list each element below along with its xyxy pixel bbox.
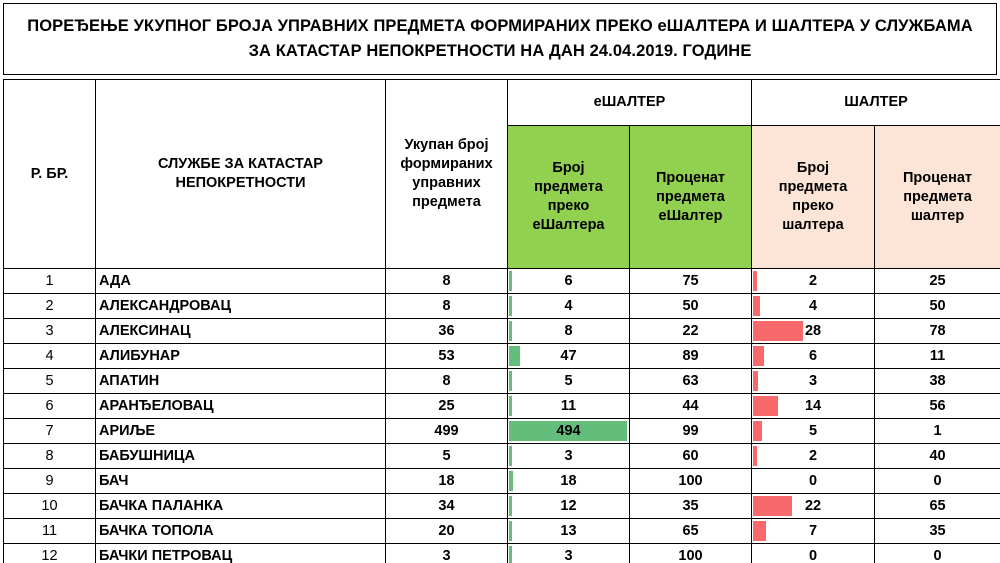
shalter-data-bar — [753, 521, 766, 541]
total-cell: 3 — [386, 544, 508, 563]
eshalter-pct-cell: 89 — [630, 344, 752, 369]
table-row — [4, 419, 1000, 444]
total-cell: 36 — [386, 319, 508, 344]
shalter-pct-cell: 56 — [875, 394, 1000, 419]
header-rb: Р. БР. — [4, 80, 96, 269]
eshalter-data-bar — [509, 521, 512, 541]
cell-value: 13 — [560, 523, 577, 539]
cell-value: 12 — [560, 498, 577, 514]
row-number-cell: 11 — [4, 519, 96, 544]
cell-value: 18 — [560, 473, 577, 489]
data-table — [3, 79, 1000, 563]
office-name-cell: БАЧКИ ПЕТРОВАЦ — [96, 544, 386, 563]
eshalter-data-bar — [509, 396, 512, 416]
shalter-pct-cell: 65 — [875, 494, 1000, 519]
row-number-cell: 7 — [4, 419, 96, 444]
cell-value: 6 — [808, 348, 818, 364]
shalter-pct-cell: 0 — [875, 469, 1000, 494]
shalter-pct-cell: 40 — [875, 444, 1000, 469]
eshalter-count-cell — [508, 294, 630, 319]
eshalter-pct-cell: 44 — [630, 394, 752, 419]
shalter-data-bar — [753, 446, 757, 466]
eshalter-count-cell — [508, 369, 630, 394]
report-title: ПОРЕЂЕЊЕ УКУПНОГ БРОЈА УПРАВНИХ ПРЕДМЕТА ФОРМИРАНИХ ПРЕКО еШАЛТЕРА И ШАЛТЕРА У СЛУЖБАМА ЗА КАТАСТАР НЕПОКРЕТНОСТИ НА ДАН 24.04.2019. ГОДИНЕ — [27, 17, 973, 60]
total-cell: 5 — [386, 444, 508, 469]
total-cell: 25 — [386, 394, 508, 419]
report-title-box — [3, 3, 997, 75]
cell-value: 14 — [804, 398, 822, 414]
shalter-pct-cell: 50 — [875, 294, 1000, 319]
total-cell: 34 — [386, 494, 508, 519]
cell-value: 28 — [804, 323, 822, 339]
cell-value: 0 — [808, 548, 818, 563]
table-row — [4, 444, 1000, 469]
shalter-pct-cell: 25 — [875, 269, 1000, 294]
header-shalter-pct: Проценат предмета шалтер — [875, 126, 1000, 269]
shalter-pct-cell: 11 — [875, 344, 1000, 369]
shalter-pct-cell: 1 — [875, 419, 1000, 444]
office-name-cell: БАЧКА ТОПОЛА — [96, 519, 386, 544]
table-row — [4, 344, 1000, 369]
row-number-cell: 4 — [4, 344, 96, 369]
office-name-cell: БАБУШНИЦА — [96, 444, 386, 469]
total-cell: 8 — [386, 294, 508, 319]
cell-value: 494 — [556, 423, 581, 439]
eshalter-pct-cell: 75 — [630, 269, 752, 294]
cell-value: 8 — [564, 323, 573, 339]
cell-value: 6 — [564, 273, 573, 289]
table-row — [4, 269, 1000, 294]
total-cell: 499 — [386, 419, 508, 444]
shalter-count-cell — [752, 294, 875, 319]
eshalter-count-cell — [508, 319, 630, 344]
total-cell: 53 — [386, 344, 508, 369]
cell-value: 2 — [808, 273, 818, 289]
eshalter-count-cell — [508, 269, 630, 294]
shalter-count-cell — [752, 469, 875, 494]
shalter-data-bar — [753, 321, 803, 341]
cell-value: 5 — [564, 373, 573, 389]
shalter-data-bar — [753, 296, 760, 316]
row-number-cell: 2 — [4, 294, 96, 319]
cell-value: 4 — [808, 298, 818, 314]
header-shalter-count: Број предмета преко шалтера — [752, 126, 875, 269]
eshalter-pct-cell: 63 — [630, 369, 752, 394]
table-row — [4, 494, 1000, 519]
shalter-count-cell — [752, 319, 875, 344]
office-name-cell: АДА — [96, 269, 386, 294]
row-number-cell: 6 — [4, 394, 96, 419]
header-eshalter-group: еШАЛТЕР — [508, 80, 752, 126]
shalter-pct-cell: 0 — [875, 544, 1000, 563]
eshalter-pct-cell: 35 — [630, 494, 752, 519]
eshalter-count-cell — [508, 344, 630, 369]
shalter-count-cell — [752, 544, 875, 563]
table-row — [4, 544, 1000, 563]
row-number-cell: 10 — [4, 494, 96, 519]
office-name-cell: АРИЉЕ — [96, 419, 386, 444]
eshalter-pct-cell: 60 — [630, 444, 752, 469]
shalter-count-cell — [752, 269, 875, 294]
total-cell: 20 — [386, 519, 508, 544]
cell-value: 22 — [804, 498, 822, 514]
header-eshalter-count: Број предмета преко еШалтера — [508, 126, 630, 269]
eshalter-data-bar — [509, 471, 513, 491]
eshalter-pct-cell: 50 — [630, 294, 752, 319]
office-name-cell: БАЧ — [96, 469, 386, 494]
cell-value: 3 — [564, 448, 573, 464]
header-shalter-group: ШАЛТЕР — [752, 80, 1000, 126]
shalter-count-cell — [752, 444, 875, 469]
table-row — [4, 294, 1000, 319]
table-row — [4, 519, 1000, 544]
eshalter-count-cell — [508, 419, 630, 444]
shalter-data-bar — [753, 346, 764, 366]
eshalter-pct-cell: 100 — [630, 544, 752, 563]
cell-value: 4 — [564, 298, 573, 314]
eshalter-data-bar — [509, 271, 512, 291]
office-name-cell: АРАНЂЕЛОВАЦ — [96, 394, 386, 419]
cell-value: 0 — [808, 473, 818, 489]
eshalter-count-cell — [508, 519, 630, 544]
table-row — [4, 319, 1000, 344]
total-cell: 8 — [386, 369, 508, 394]
cell-value: 3 — [808, 373, 818, 389]
shalter-count-cell — [752, 419, 875, 444]
table-row — [4, 369, 1000, 394]
shalter-pct-cell: 78 — [875, 319, 1000, 344]
eshalter-pct-cell: 100 — [630, 469, 752, 494]
header-total: Укупан број формираних управних предмета — [386, 80, 508, 269]
row-number-cell: 9 — [4, 469, 96, 494]
office-name-cell: БАЧКА ПАЛАНКА — [96, 494, 386, 519]
office-name-cell: АЛЕКСИНАЦ — [96, 319, 386, 344]
office-name-cell: АЛЕКСАНДРОВАЦ — [96, 294, 386, 319]
shalter-data-bar — [753, 496, 792, 516]
eshalter-data-bar — [509, 371, 512, 391]
office-name-cell: АЛИБУНАР — [96, 344, 386, 369]
cell-value: 47 — [560, 348, 577, 364]
cell-value: 2 — [808, 448, 818, 464]
row-number-cell: 12 — [4, 544, 96, 563]
shalter-pct-cell: 38 — [875, 369, 1000, 394]
table-row — [4, 469, 1000, 494]
shalter-data-bar — [753, 271, 757, 291]
row-number-cell: 5 — [4, 369, 96, 394]
shalter-count-cell — [752, 369, 875, 394]
eshalter-data-bar — [509, 446, 512, 466]
eshalter-data-bar — [509, 496, 512, 516]
eshalter-count-cell — [508, 394, 630, 419]
shalter-pct-cell: 35 — [875, 519, 1000, 544]
shalter-count-cell — [752, 494, 875, 519]
table-row — [4, 394, 1000, 419]
cell-value: 3 — [564, 548, 573, 563]
eshalter-pct-cell: 65 — [630, 519, 752, 544]
eshalter-data-bar — [509, 346, 520, 366]
office-name-cell: АПАТИН — [96, 369, 386, 394]
eshalter-pct-cell: 22 — [630, 319, 752, 344]
cell-value: 5 — [808, 423, 818, 439]
total-cell: 8 — [386, 269, 508, 294]
eshalter-data-bar — [509, 546, 512, 563]
eshalter-count-cell — [508, 544, 630, 563]
eshalter-count-cell — [508, 469, 630, 494]
shalter-data-bar — [753, 371, 758, 391]
total-cell: 18 — [386, 469, 508, 494]
eshalter-data-bar — [509, 321, 512, 341]
row-number-cell: 8 — [4, 444, 96, 469]
cell-value: 11 — [560, 398, 577, 414]
shalter-count-cell — [752, 519, 875, 544]
shalter-count-cell — [752, 344, 875, 369]
row-number-cell: 1 — [4, 269, 96, 294]
eshalter-count-cell — [508, 444, 630, 469]
shalter-count-cell — [752, 394, 875, 419]
eshalter-pct-cell: 99 — [630, 419, 752, 444]
header-office: СЛУЖБЕ ЗА КАТАСТАР НЕПОКРЕТНОСТИ — [96, 80, 386, 269]
header-eshalter-pct: Проценат предмета еШалтер — [630, 126, 752, 269]
shalter-data-bar — [753, 421, 762, 441]
eshalter-count-cell — [508, 494, 630, 519]
eshalter-data-bar — [509, 296, 512, 316]
shalter-data-bar — [753, 396, 778, 416]
cell-value: 7 — [808, 523, 818, 539]
row-number-cell: 3 — [4, 319, 96, 344]
